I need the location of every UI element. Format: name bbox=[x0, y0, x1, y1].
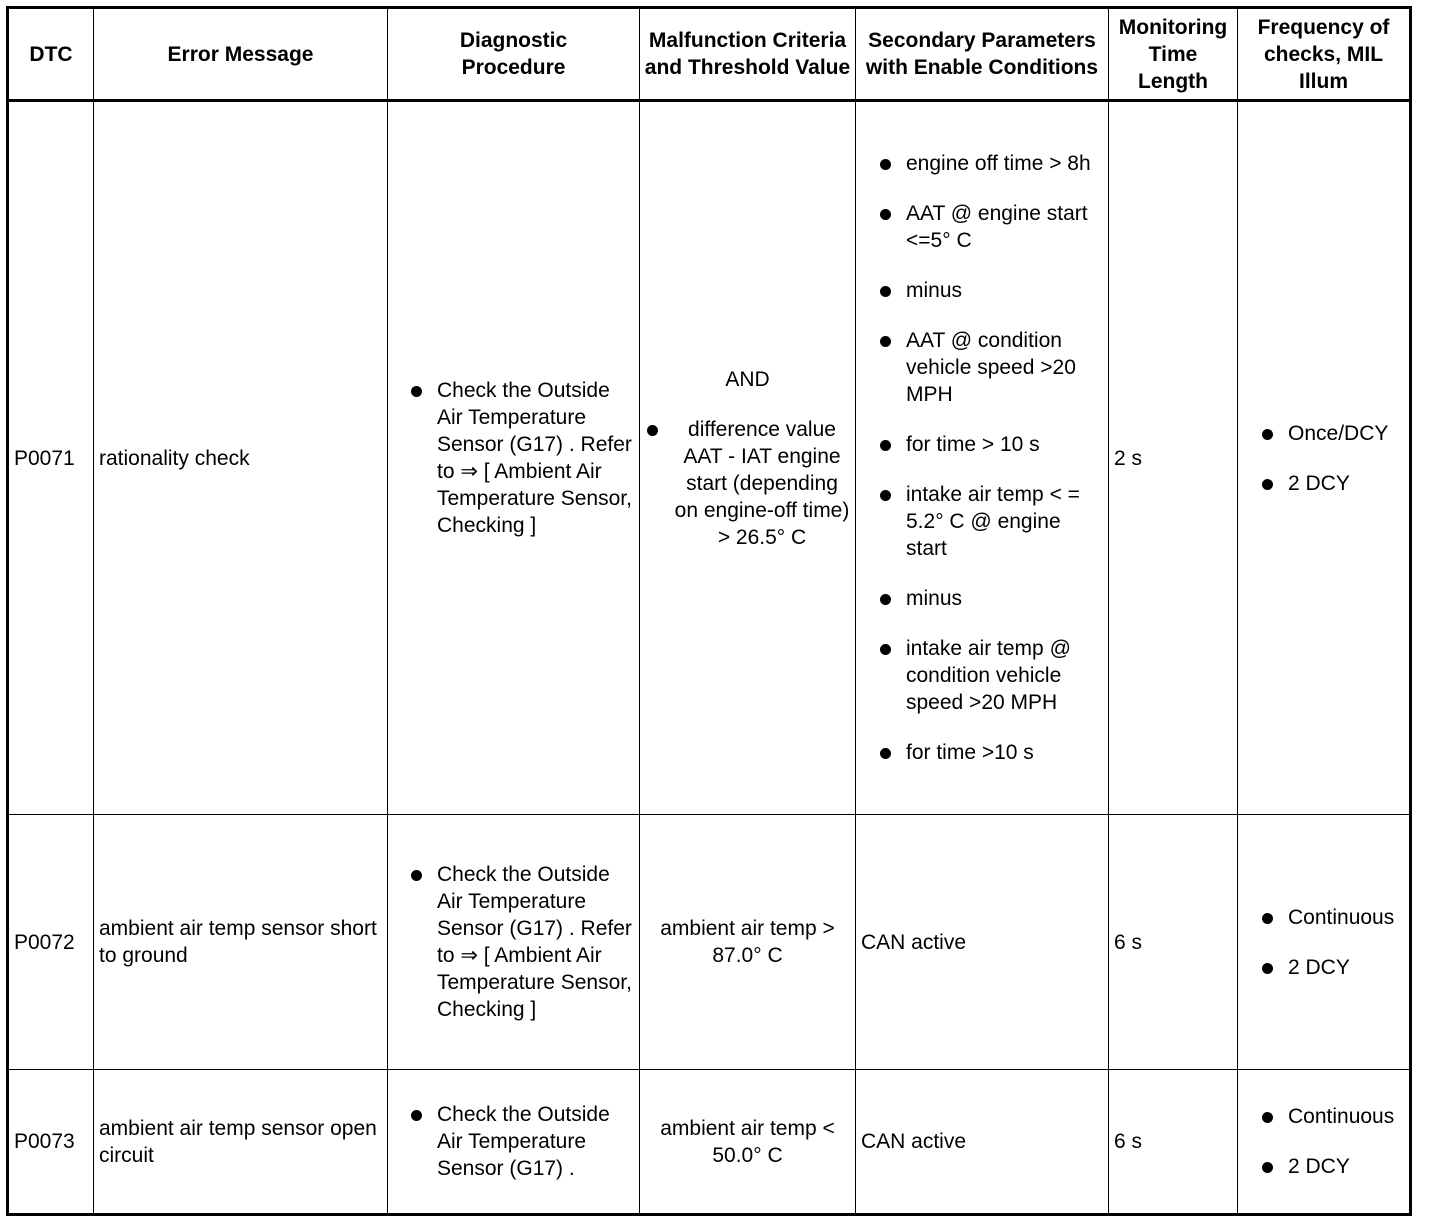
header-monitoring-time: Monitoring Time Length bbox=[1109, 8, 1238, 101]
error-message: ambient air temp sensor open circuit bbox=[94, 1070, 388, 1215]
dtc-code: P0072 bbox=[8, 815, 94, 1070]
error-message: rationality check bbox=[94, 101, 388, 815]
secondary-item: minus bbox=[877, 585, 1103, 612]
frequency-item: 2 DCY bbox=[1259, 954, 1409, 981]
frequency-item: 2 DCY bbox=[1259, 470, 1409, 497]
header-frequency: Frequency of checks, MIL Illum bbox=[1238, 8, 1411, 101]
frequency-item: Once/DCY bbox=[1259, 420, 1409, 447]
malfunction-criteria: ambient air temp < 50.0° C bbox=[640, 1070, 856, 1215]
monitoring-time: 2 s bbox=[1109, 101, 1238, 815]
secondary-item: for time > 10 s bbox=[877, 431, 1103, 458]
secondary-parameters: CAN active bbox=[856, 815, 1109, 1070]
diagnostic-procedure bbox=[388, 1070, 640, 1215]
monitoring-time: 6 s bbox=[1109, 1070, 1238, 1215]
frequency-item: 2 DCY bbox=[1259, 1153, 1409, 1180]
dtc-table bbox=[6, 6, 1412, 1216]
secondary-parameters bbox=[856, 101, 1109, 815]
malfunction-criteria bbox=[640, 101, 856, 815]
secondary-item: intake air temp < = 5.2° C @ engine start bbox=[877, 481, 1103, 562]
secondary-item: engine off time > 8h bbox=[877, 150, 1103, 177]
procedure-item: Check the Outside Air Temperature Sensor (G17) . Refer to ⇒ [ Ambient Air Temperature Sensor, Checking ] bbox=[408, 377, 635, 539]
secondary-item: AAT @ condition vehicle speed >20 MPH bbox=[877, 327, 1103, 408]
malfunction-criteria: ambient air temp > 87.0° C bbox=[640, 815, 856, 1070]
dtc-code: P0071 bbox=[8, 101, 94, 815]
monitoring-time: 6 s bbox=[1109, 815, 1238, 1070]
frequency bbox=[1238, 101, 1411, 815]
header-row bbox=[8, 8, 1411, 101]
secondary-item: minus bbox=[877, 277, 1103, 304]
header-dtc: DTC bbox=[8, 8, 94, 101]
secondary-item: AAT @ engine start <=5° C bbox=[877, 200, 1103, 254]
header-malfunction-criteria: Malfunction Criteria and Threshold Value bbox=[640, 8, 856, 101]
diagnostic-procedure bbox=[388, 815, 640, 1070]
header-diagnostic-procedure: Diagnostic Procedure bbox=[388, 8, 640, 101]
secondary-parameters: CAN active bbox=[856, 1070, 1109, 1215]
frequency bbox=[1238, 815, 1411, 1070]
dtc-code: P0073 bbox=[8, 1070, 94, 1215]
table-row bbox=[8, 101, 1411, 815]
frequency bbox=[1238, 1070, 1411, 1215]
secondary-item: for time >10 s bbox=[877, 739, 1103, 766]
malfunction-item: difference value AAT - IAT engine start (depending on engine-off time) > 26.5° C bbox=[645, 416, 850, 551]
procedure-item: Check the Outside Air Temperature Sensor (G17) . Refer to ⇒ [ Ambient Air Temperature Sensor, Checking ] bbox=[408, 861, 635, 1023]
error-message: ambient air temp sensor short to ground bbox=[94, 815, 388, 1070]
procedure-item: Check the Outside Air Temperature Sensor (G17) . bbox=[408, 1101, 635, 1182]
frequency-item: Continuous bbox=[1259, 904, 1409, 931]
header-secondary-parameters: Secondary Parameters with Enable Conditions bbox=[856, 8, 1109, 101]
frequency-item: Continuous bbox=[1259, 1103, 1409, 1130]
table-row bbox=[8, 815, 1411, 1070]
secondary-item: intake air temp @ condition vehicle speed >20 MPH bbox=[877, 635, 1103, 716]
malfunction-and: AND bbox=[725, 367, 770, 391]
diagnostic-procedure bbox=[388, 101, 640, 815]
table-row bbox=[8, 1070, 1411, 1215]
header-error-message: Error Message bbox=[94, 8, 388, 101]
